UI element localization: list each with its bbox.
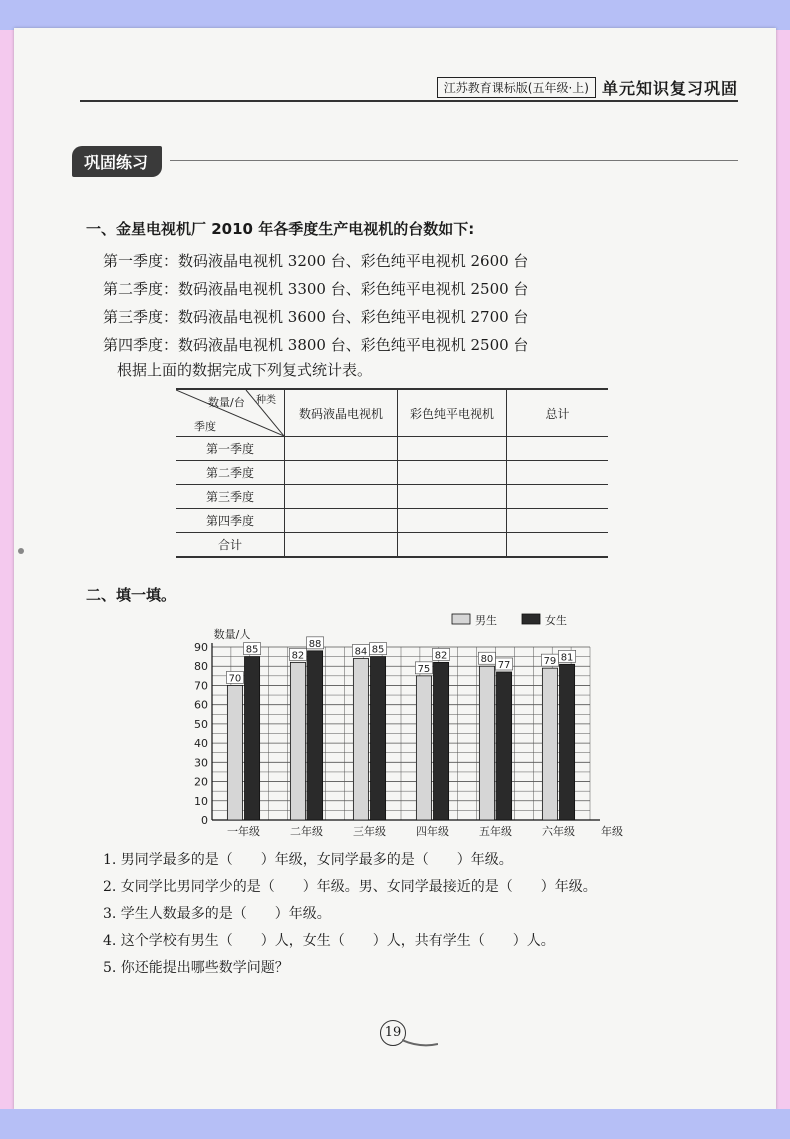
table-cell-blank[interactable] xyxy=(398,461,507,485)
table-cell-blank[interactable] xyxy=(507,485,609,509)
bar-data-label: 85 xyxy=(371,644,385,656)
y-tick-label: 10 xyxy=(194,794,208,808)
bar-data-label: 70 xyxy=(228,673,242,685)
table-cell-blank[interactable] xyxy=(507,533,609,558)
compound-stat-table xyxy=(176,388,608,558)
y-tick-label: 60 xyxy=(194,698,208,712)
bottom-band xyxy=(0,1109,790,1139)
legend-label-boys: 男生 xyxy=(475,614,497,627)
bar-boys xyxy=(353,659,368,820)
y-axis-label: 数量/人 xyxy=(213,628,251,641)
y-tick-label: 20 xyxy=(194,775,208,789)
legend-label-girls: 女生 xyxy=(545,614,567,627)
q2-item-3: 3. 学生人数最多的是（ ）年级。 xyxy=(103,906,331,922)
bar-boys xyxy=(479,666,494,820)
table-row xyxy=(176,485,608,509)
y-tick-label: 90 xyxy=(194,641,208,654)
bar-girls xyxy=(245,657,260,820)
x-axis-label: 年级 xyxy=(601,825,623,838)
table-cell-blank[interactable] xyxy=(285,461,398,485)
x-tick-label: 四年级 xyxy=(416,825,449,838)
row-label: 第四季度 xyxy=(176,509,285,533)
table-cell-blank[interactable] xyxy=(507,461,609,485)
x-tick-label: 三年级 xyxy=(353,825,386,838)
q1-line-4: 第四季度：数码液晶电视机 3800 台、彩色纯平电视机 2500 台 xyxy=(103,336,529,354)
q1-line-3: 第三季度：数码液晶电视机 3600 台、彩色纯平电视机 2700 台 xyxy=(103,308,529,326)
header-title: 单元知识复习巩固 xyxy=(601,79,738,98)
table-cell-blank[interactable] xyxy=(285,485,398,509)
bar-girls xyxy=(434,662,449,820)
table-cell-blank[interactable] xyxy=(398,485,507,509)
bar-data-label: 88 xyxy=(308,638,322,650)
bar-boys xyxy=(416,676,431,820)
table-row xyxy=(176,461,608,485)
table-corner-cell xyxy=(176,389,285,437)
table-row xyxy=(176,509,608,533)
bar-boys xyxy=(542,668,557,820)
binding-dot xyxy=(18,548,24,554)
table-cell-blank[interactable] xyxy=(398,509,507,533)
corner-quantity-label: 数量/台 xyxy=(208,396,245,409)
bar-data-label: 82 xyxy=(291,650,305,662)
row-label: 第一季度 xyxy=(176,437,285,461)
y-tick-label: 50 xyxy=(194,717,208,731)
y-tick-label: 0 xyxy=(201,814,208,827)
header-rule xyxy=(80,100,738,102)
table-cell-blank[interactable] xyxy=(285,509,398,533)
table-row xyxy=(176,533,608,558)
table-cell-blank[interactable] xyxy=(398,533,507,558)
section-badge: 巩固练习 xyxy=(72,146,162,177)
legend-swatch-girls xyxy=(522,614,540,624)
grade-gender-bar-chart xyxy=(190,600,630,845)
page-number: 19 xyxy=(380,1020,406,1046)
bar-girls xyxy=(497,672,512,820)
q1-line-2: 第二季度：数码液晶电视机 3300 台、彩色纯平电视机 2500 台 xyxy=(103,280,529,298)
section-rule xyxy=(170,160,738,161)
bar-girls xyxy=(560,664,575,820)
row-label: 第二季度 xyxy=(176,461,285,485)
table-cell-blank[interactable] xyxy=(507,509,609,533)
bar-data-label: 77 xyxy=(497,659,511,671)
q1-line-1: 第一季度：数码液晶电视机 3200 台、彩色纯平电视机 2600 台 xyxy=(103,252,529,270)
corner-season-label: 季度 xyxy=(194,420,216,433)
table-row xyxy=(176,437,608,461)
bar-girls xyxy=(308,651,323,820)
x-tick-label: 五年级 xyxy=(479,825,512,838)
row-label: 第三季度 xyxy=(176,485,285,509)
bar-data-label: 84 xyxy=(354,646,368,658)
edition-tag: 江苏教育课标版(五年级·上) xyxy=(437,77,596,98)
bar-data-label: 80 xyxy=(480,654,494,666)
question-1-title: 一、金星电视机厂 2010 年各季度生产电视机的台数如下: xyxy=(86,220,475,238)
table-cell-blank[interactable] xyxy=(285,437,398,461)
table-header-crt: 彩色纯平电视机 xyxy=(398,389,507,437)
bar-data-label: 85 xyxy=(245,644,259,656)
q2-item-2: 2. 女同学比男同学少的是（ ）年级。男、女同学最接近的是（ ）年级。 xyxy=(103,879,597,895)
y-tick-label: 30 xyxy=(194,756,208,770)
table-cell-blank[interactable] xyxy=(507,437,609,461)
q2-item-1: 1. 男同学最多的是（ ）年级，女同学最多的是（ ）年级。 xyxy=(103,852,513,868)
row-label: 合计 xyxy=(176,533,285,558)
y-tick-label: 80 xyxy=(194,660,208,674)
y-tick-label: 70 xyxy=(194,679,208,693)
question-2-title: 二、填一填。 xyxy=(86,586,177,604)
table-cell-blank[interactable] xyxy=(398,437,507,461)
bar-data-label: 75 xyxy=(417,663,431,675)
corner-type-label: 种类 xyxy=(256,395,276,406)
legend-swatch-boys xyxy=(452,614,470,624)
top-band xyxy=(0,0,790,30)
x-tick-label: 一年级 xyxy=(227,825,260,838)
table-header-lcd: 数码液晶电视机 xyxy=(285,389,398,437)
q1-instruction: 根据上面的数据完成下列复式统计表。 xyxy=(117,361,373,379)
bar-data-label: 79 xyxy=(543,656,557,668)
bar-boys xyxy=(227,685,242,820)
bar-girls xyxy=(371,657,386,820)
x-tick-label: 二年级 xyxy=(290,825,323,838)
table-header-total: 总计 xyxy=(507,389,609,437)
page-header xyxy=(437,76,738,99)
q2-item-4: 4. 这个学校有男生（ ）人，女生（ ）人，共有学生（ ）人。 xyxy=(103,933,555,949)
y-tick-label: 40 xyxy=(194,737,208,751)
q2-item-5: 5. 你还能提出哪些数学问题？ xyxy=(103,960,289,976)
bar-boys xyxy=(290,662,305,820)
page-swoosh-decoration xyxy=(402,1036,438,1048)
bar-data-label: 81 xyxy=(560,652,574,664)
table-cell-blank[interactable] xyxy=(285,533,398,558)
bar-data-label: 82 xyxy=(434,650,448,662)
x-tick-label: 六年级 xyxy=(542,825,575,838)
